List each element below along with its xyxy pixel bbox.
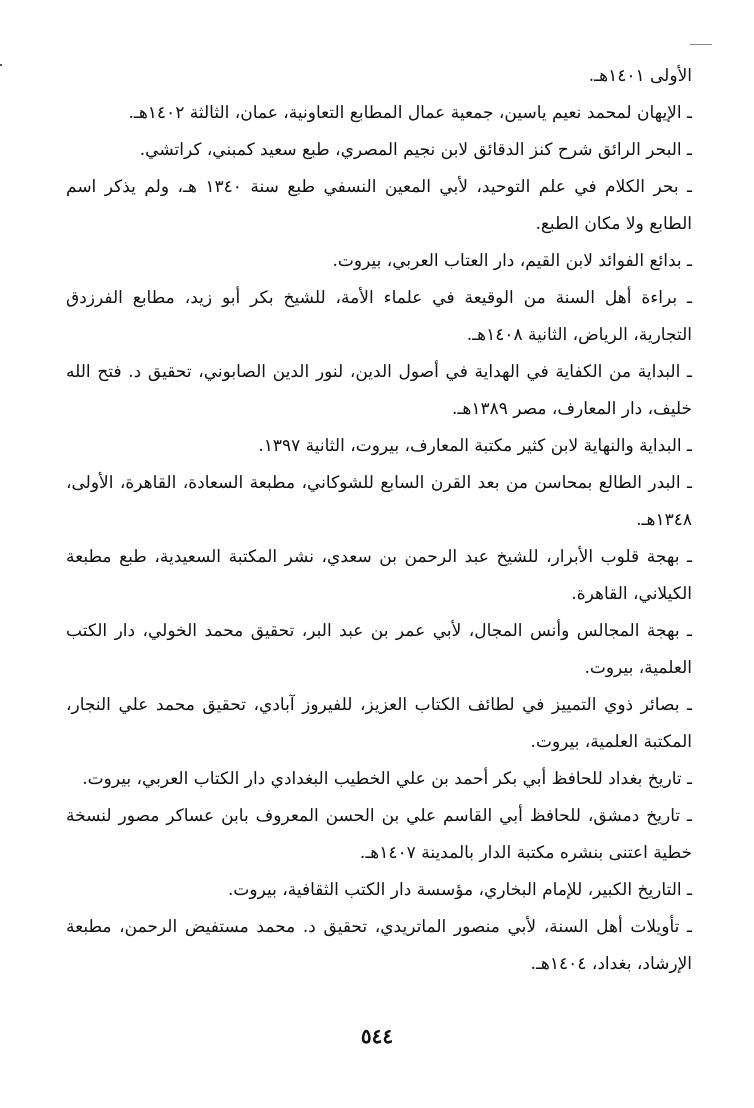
bibliography-entry: ـ بهجة المجالس وأنس المجال، لأبي عمر بن عبد البر، تحقيق محمد الخولي، دار الكتب العلمية، بيروت. bbox=[66, 621, 692, 678]
margin-scan-dot bbox=[0, 64, 2, 66]
bibliography-entry: ـ براءة أهل السنة من الوقيعة في علماء الأمة، للشيخ بكر أبو زيد، مطابع الفرزدق التجارية، الرياض، الثانية ١٤٠٨هـ. bbox=[66, 288, 692, 345]
bibliography-entry: ـ الإيهان لمحمد نعيم ياسين، جمعية عمال المطابع التعاونية، عمان، الثالثة ١٤٠٢هـ. bbox=[128, 103, 692, 123]
bibliography-entry: ـ البداية من الكفاية في الهداية في أصول الدين، لنور الدين الصابوني، تحقيق د. فتح الله خليف، دار المعارف، مصر ١٣٨٩هـ. bbox=[66, 362, 692, 419]
bibliography-entry: ـ البداية والنهاية لابن كثير مكتبة المعارف، بيروت، الثانية ١٣٩٧. bbox=[258, 436, 692, 456]
bibliography-entry: ـ بدائع الفوائد لابن القيم، دار العتاب العربي، بيروت. bbox=[332, 251, 692, 271]
bibliography-entry: ـ بهجة قلوب الأبرار، للشيخ عبد الرحمن بن سعدي، نشر المكتبة السعيدية، طبع مطبعة الكيلاني، القاهرة. bbox=[66, 547, 692, 604]
bibliography-entry: ـ تأويلات أهل السنة، لأبي منصور الماتريدي، تحقيق د. محمد مستفيض الرحمن، مطبعة الإرشاد، بغداد، ١٤٠٤هـ. bbox=[66, 917, 692, 974]
bibliography-entry: ـ بصائر ذوي التمييز في لطائف الكتاب العزيز، للفيروز آبادي، تحقيق محمد علي النجار، المكتبة العلمية، بيروت. bbox=[66, 695, 692, 752]
bibliography-entry: ـ التاريخ الكبير، للإمام البخاري، مؤسسة دار الكتب الثقافية، بيروت. bbox=[227, 880, 692, 900]
bibliography-entry: ـ بحر الكلام في علم التوحيد، لأبي المعين النسفي طبع سنة ١٣٤٠ هـ، ولم يذكر اسم الطابع ولا مكان الطبع. bbox=[66, 177, 692, 234]
bibliography-entry: ـ البدر الطالع بمحاسن من بعد القرن السابع للشوكاني، مطبعة السعادة، القاهرة، الأولى، ١٣٤٨هـ. bbox=[66, 473, 692, 530]
bibliography-entry: ـ البحر الرائق شرح كنز الدقائق لابن نجيم المصري، طبع سعيد كمبني، كراتشي. bbox=[139, 140, 692, 160]
page-number: ٥٤٤ bbox=[360, 1024, 394, 1048]
bibliography-entry: ـ تاريخ بغداد للحافظ أبي بكر أحمد بن علي الخطيب البغدادي دار الكتاب العربي، بيروت. bbox=[82, 769, 692, 789]
bibliography-entry: الأولى ١٤٠١هـ. bbox=[588, 66, 692, 86]
bibliography-list bbox=[66, 58, 692, 983]
margin-scan-mark bbox=[690, 44, 712, 45]
bibliography-entry: ـ تاريخ دمشق، للحافظ أبي القاسم علي بن الحسن المعروف بابن عساكر مصور لنسخة خطية اعتنى بنشره مكتبة الدار بالمدينة ١٤٠٧هـ. bbox=[66, 806, 692, 863]
